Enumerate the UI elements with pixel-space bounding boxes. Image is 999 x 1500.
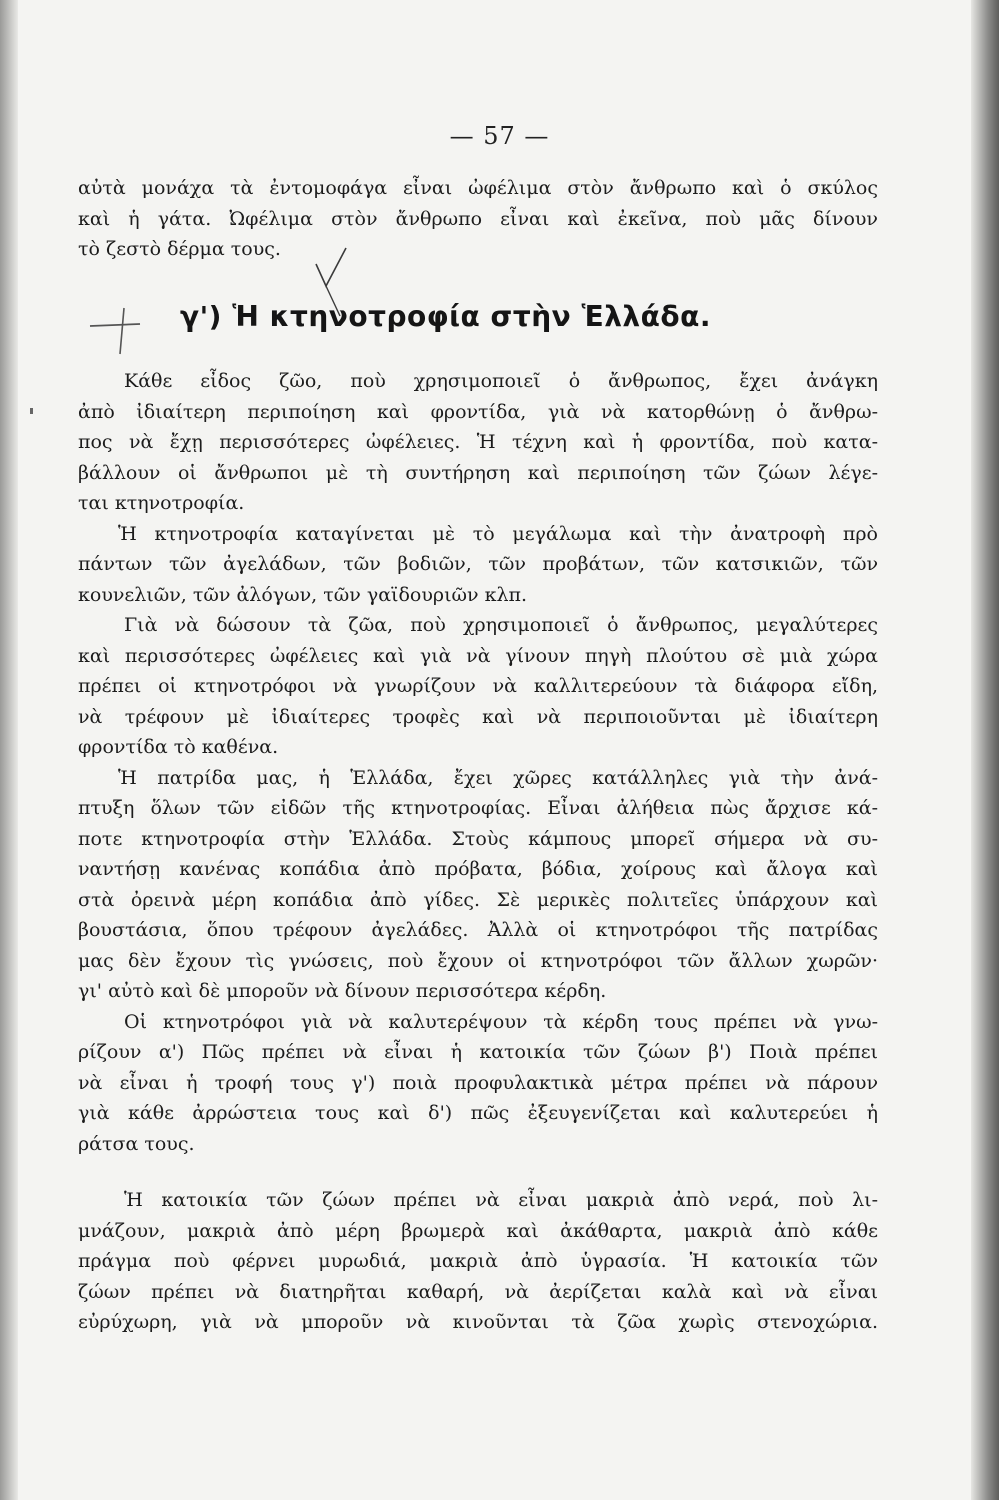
intro-paragraph <box>78 173 878 265</box>
handwritten-cross-mark <box>88 300 148 360</box>
text-line: νὰ τρέφουν μὲ ἰδιαίτερες τροφὲς καὶ νὰ περιποιοῦνται μὲ ἰδιαίτερη <box>78 705 878 728</box>
text-line: τὸ ζεστὸ δέρμα τους. <box>78 238 281 260</box>
text-line: καὶ περισσότερες ὠφέλειες καὶ γιὰ νὰ γίνουν πηγὴ πλούτου σὲ μιὰ χώρα <box>78 644 878 667</box>
text-line: πος νὰ ἔχῃ περισσότερες ὠφέλειες. Ἡ τέχνη καὶ ἡ φροντίδα, ποὺ κατα- <box>78 431 878 453</box>
text-line: νὰ εἶναι ἡ τροφή τους γ') ποιὰ προφυλακτικὰ μέτρα πρέπει νὰ πάρουν <box>78 1071 878 1094</box>
text-line: γι' αὐτὸ καὶ δὲ μποροῦν νὰ δίνουν περισσότερα κέρδη. <box>78 980 607 1002</box>
text-line: Ἡ κτηνοτροφία καταγίνεται μὲ τὸ μεγάλωμα καὶ τὴν ἀνατροφὴ πρὸ <box>118 522 878 545</box>
text-line: ποτε κτηνοτροφία στὴν Ἑλλάδα. Στοὺς κάμπους μπορεῖ σήμερα νὰ συ- <box>78 827 878 850</box>
ink-speck <box>30 408 33 414</box>
text-line: φροντίδα τὸ καθένα. <box>78 736 279 758</box>
text-line: κουνελιῶν, τῶν ἀλόγων, τῶν γαϊδουριῶν κλπ. <box>78 583 528 606</box>
text-line: ναντήσῃ κανένας κοπάδια ἀπὸ πρόβατα, βόδια, χοίρους καὶ ἄλογα καὶ <box>78 858 878 880</box>
body-paragraphs <box>78 366 878 1159</box>
text-line: μας δὲν ἔχουν τὶς γνώσεις, ποὺ ἔχουν οἱ κτηνοτρόφοι τῶν ἄλλων χωρῶν· <box>78 949 878 972</box>
text-line: πάντων τῶν ἀγελάδων, τῶν βοδιῶν, τῶν προβάτων, τῶν κατσικιῶν, τῶν <box>78 553 878 575</box>
page-gutter-shadow <box>0 0 18 1500</box>
text-line: ζώων πρέπει νὰ διατηρῆται καθαρή, νὰ ἀερίζεται καλὰ καὶ νὰ εἶναι <box>78 1280 878 1303</box>
text-line: Οἱ κτηνοτρόφοι γιὰ νὰ καλυτερέψουν τὰ κέρδη τους πρέπει νὰ γνω- <box>124 1010 878 1033</box>
text-line: ράτσα τους. <box>78 1132 195 1155</box>
page-number: — 57 — <box>449 122 550 150</box>
text-line: στὰ ὀρεινὰ μέρη κοπάδια ἀπὸ γίδες. Σὲ μερικὲς πολιτεῖες ὑπάρχουν καὶ <box>78 888 878 911</box>
text-line: Ἡ κατοικία τῶν ζώων πρέπει νὰ εἶναι μακριὰ ἀπὸ νερά, ποὺ λι- <box>124 1189 878 1211</box>
text-line: Γιὰ νὰ δώσουν τὰ ζῶα, ποὺ χρησιμοποιεῖ ὁ ἄνθρωπος, μεγαλύτερες <box>124 614 878 636</box>
text-line: βάλλουν οἱ ἄνθρωποι μὲ τὴ συντήρηση καὶ περιποίηση τῶν ζώων λέγε- <box>78 461 878 484</box>
page-edge <box>971 0 999 1500</box>
text-line: ἀπὸ ἰδιαίτερη περιποίηση καὶ φροντίδα, γιὰ νὰ κατορθώνῃ ὁ ἄνθρω- <box>78 400 878 423</box>
text-line: Ἡ πατρίδα μας, ἡ Ἑλλάδα, ἔχει χῶρες κατάλληλες γιὰ τὴν ἀνά- <box>118 766 878 789</box>
text-line: ται κτηνοτροφία. <box>78 492 245 514</box>
text-line: μνάζουν, μακριὰ ἀπὸ μέρη βρωμερὰ καὶ ἀκάθαρτα, μακριὰ ἀπὸ κάθε <box>78 1219 878 1242</box>
text-line: ρίζουν α') Πῶς πρέπει νὰ εἶναι ἡ κατοικία τῶν ζώων β') Ποιὰ πρέπει <box>78 1041 878 1063</box>
text-line: πρέπει οἱ κτηνοτρόφοι νὰ γνωρίζουν νὰ καλλιτερεύουν τὰ διάφορα εἴδη, <box>78 675 878 697</box>
text-line: καὶ ἡ γάτα. Ὠφέλιμα στὸν ἄνθρωπο εἶναι καὶ ἐκεῖνα, ποὺ μᾶς δίνουν <box>78 207 878 230</box>
text-line: αὐτὰ μονάχα τὰ ἐντομοφάγα εἶναι ὠφέλιμα στὸν ἄνθρωπο καὶ ὁ σκύλος <box>78 177 878 199</box>
closing-paragraph <box>78 1185 878 1338</box>
section-heading: γ') Ἡ κτηνοτροφία στὴν Ἑλλάδα. <box>180 300 711 333</box>
text-line: πράγμα ποὺ φέρνει μυρωδιά, μακριὰ ἀπὸ ὑγρασία. Ἡ κατοικία τῶν <box>78 1250 878 1272</box>
text-line: πτυξη ὅλων τῶν εἰδῶν τῆς κτηνοτροφίας. Εἶναι ἀλήθεια πὼς ἄρχισε κά- <box>78 797 878 819</box>
text-line: εὐρύχωρη, γιὰ νὰ μποροῦν νὰ κινοῦνται τὰ ζῶα χωρὶς στενοχώρια. <box>78 1311 878 1333</box>
text-line: Κάθε εἶδος ζῶο, ποὺ χρησιμοποιεῖ ὁ ἄνθρωπος, ἔχει ἀνάγκη <box>124 370 878 392</box>
text-line: βουστάσια, ὅπου τρέφουν ἀγελάδες. Ἀλλὰ οἱ κτηνοτρόφοι τῆς πατρίδας <box>78 919 878 941</box>
text-line: γιὰ κάθε ἀρρώστεια τους καὶ δ') πῶς ἐξευγενίζεται καὶ καλυτερεύει ἡ <box>78 1102 878 1124</box>
